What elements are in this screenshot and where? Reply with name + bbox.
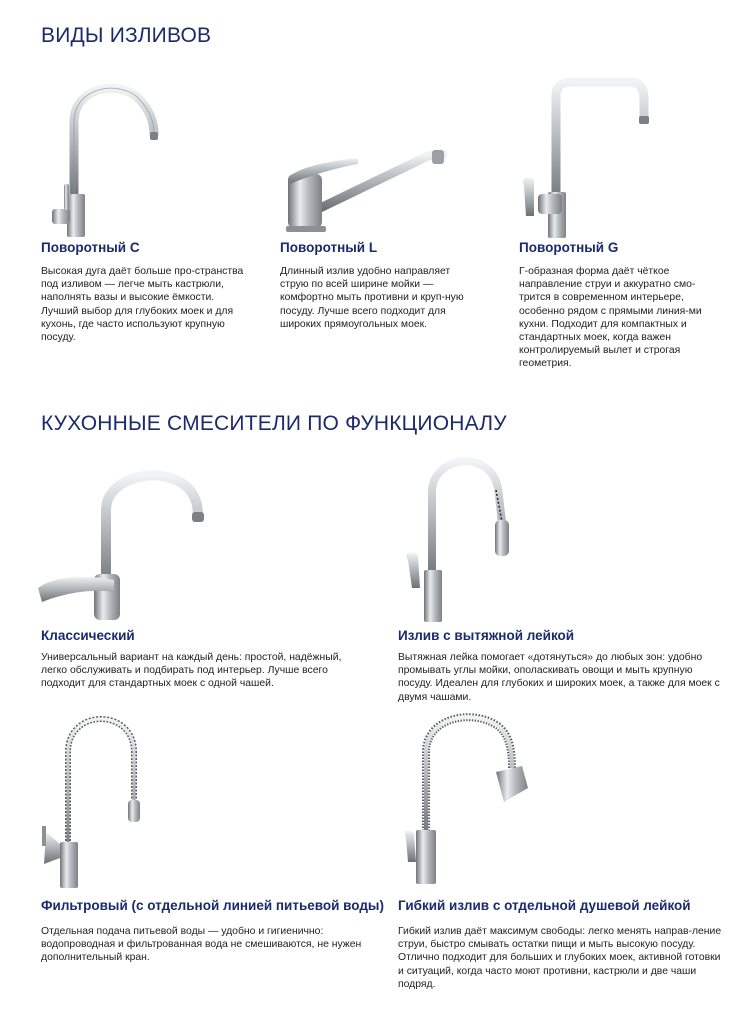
card-text: Вытяжная лейка помогает «дотянуться» до любых зон: удобно промывать углы мойки, ополаскивать овощи и мыть крупную посуду. Идеален для глубоких и широких моек, а также для моек с двумя чашами. [398,652,720,703]
card-text: Универсальный вариант на каждый день: простой, надёжный, легко обслуживать и подбирать под интерьер. Лучше всего подходит для стандартных моек с одной чашей. [41,652,342,690]
flexible-spout-faucet-icon [396,712,536,884]
card-text: Гибкий излив даёт максимум свободы: легко менять направ-ление струи, быстро смывать остатки пищи и мыть высокую посуду. Отлично подходит для больших и глубоких моек, активной готовки и ситуаций, когда часто моют противни, кастрюли и две чаши подряд. [398,926,722,990]
swivel-l-faucet-icon [278,140,453,240]
card-title: Гибкий излив с отдельной душевой лейкой [398,898,691,913]
card-pull-out [398,628,728,704]
filter-faucet-icon [38,712,158,888]
card-title: Классический [41,628,135,643]
card-flexible [398,898,728,991]
section-title-by-function: КУХОННЫЕ СМЕСИТЕЛИ ПО ФУНКЦИОНАЛУ [41,412,507,435]
card-text: Длинный излив удобно направляет струю по всей ширине мойки — комфортно мыть противни и круп-ную посуду. Лучше всего подходит для широких прямоугольных моек. [280,266,464,330]
card-swivel-c [41,240,251,344]
card-text: Г-образная форма даёт чёткое направление струи и аккуратно смо-трится в современном интерьере, особенно рядом с прямыми линия-ми кухни. Подходит для компактных и стандартных моек, когда важен контролируемый вылет и строгая геометрия. [519,266,702,370]
card-title: Излив с вытяжной лейкой [398,628,575,643]
card-swivel-g [519,240,725,371]
pull-out-faucet-icon [392,452,522,622]
card-title: Поворотный G [519,240,619,255]
card-filter [41,898,385,965]
card-title: Поворотный L [280,240,378,255]
card-swivel-l [280,240,480,331]
card-title: Поворотный C [41,240,140,255]
card-text: Высокая дуга даёт больше про-странства под изливом — легче мыть кастрюли, наполнять вазы и высокие ёмкости. Лучший выбор для глубоких моек и для кухонь, где часто используют крупную посуду. [41,266,244,344]
swivel-g-faucet-icon [512,76,662,238]
classic-faucet-icon [34,470,214,620]
swivel-c-faucet-icon [40,82,170,237]
card-text: Отдельная подача питьевой воды — удобно и гигиенично: водопроводная и фильтрованная вода не смешиваются, не нужен дополнительный кран. [41,926,362,964]
card-classic [41,628,367,691]
card-title: Фильтровый (с отдельной линией питьевой воды) [41,898,384,913]
section-title-spout-types: ВИДЫ ИЗЛИВОВ [41,24,212,47]
